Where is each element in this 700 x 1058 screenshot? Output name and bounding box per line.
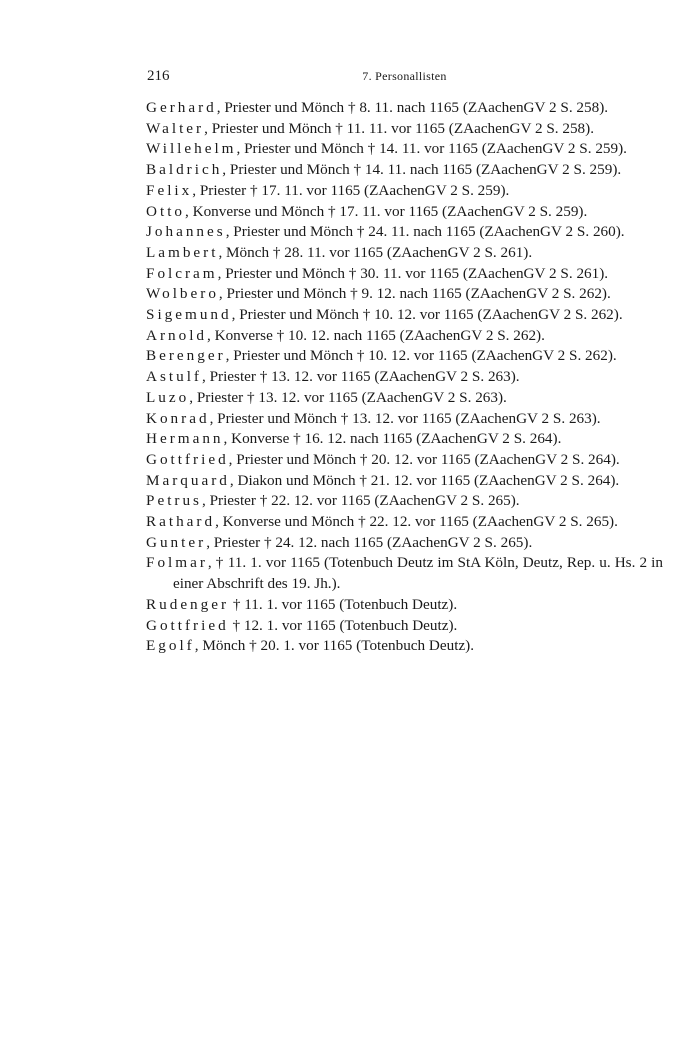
entry-name: Sigemund [146, 306, 232, 324]
list-item [146, 284, 663, 305]
list-item [146, 450, 663, 471]
list-item [146, 346, 663, 367]
entry-name: Marquard [146, 471, 230, 489]
entry-text: , Priester † 24. 12. nach 1165 (ZAachenGV 2 S. 265). [206, 533, 533, 551]
entry-text: , Konverse und Mönch † 17. 11. vor 1165 (ZAachenGV 2 S. 259). [185, 202, 588, 220]
entry-text: , Priester und Mönch † 9. 12. nach 1165 (ZAachenGV 2 S. 262). [218, 285, 611, 303]
list-item [146, 553, 663, 594]
entry-name: Felix [146, 181, 193, 199]
list-item [146, 98, 663, 119]
list-item [146, 160, 663, 181]
list-item [146, 367, 663, 388]
entry-text: , Priester und Mönch † 14. 11. nach 1165 (ZAachenGV 2 S. 259). [222, 161, 622, 179]
list-item [146, 471, 663, 492]
entry-text: , Priester und Mönch † 11. 11. vor 1165 (ZAachenGV 2 S. 258). [204, 119, 595, 137]
entry-text: , Priester und Mönch † 30. 11. vor 1165 (ZAachenGV 2 S. 261). [217, 264, 609, 282]
list-item [146, 243, 663, 264]
entry-text: , Mönch † 28. 11. vor 1165 (ZAachenGV 2 S. 261). [218, 243, 533, 261]
entry-name: Luzo [146, 388, 190, 406]
entry-name: Gerhard [146, 99, 217, 116]
entry-text: , Priester † 17. 11. vor 1165 (ZAachenGV 2 S. 259). [192, 181, 510, 199]
entry-text: , Priester † 13. 12. vor 1165 (ZAachenGV 2 S. 263). [189, 388, 507, 406]
entry-text: , Diakon und Mönch † 21. 12. vor 1165 (ZAachenGV 2 S. 264). [229, 471, 620, 489]
entry-text: , Priester und Mönch † 24. 11. nach 1165 (ZAachenGV 2 S. 260). [225, 223, 625, 241]
list-item [146, 305, 663, 326]
list-item [146, 595, 663, 616]
entry-name: Petrus [146, 492, 202, 510]
entry-text: , Priester † 22. 12. vor 1165 (ZAachenGV 2 S. 265). [201, 492, 520, 510]
list-item [146, 264, 663, 285]
list-item [146, 409, 663, 430]
list-item [146, 119, 663, 140]
list-item [146, 139, 663, 160]
entry-name: Lambert [146, 243, 219, 261]
entry-name: Walter [146, 119, 205, 137]
entry-name: Johannes [146, 223, 226, 241]
entry-text: , Priester und Mönch † 20. 12. vor 1165 (ZAachenGV 2 S. 264). [228, 450, 620, 468]
entry-text: , Priester und Mönch † 8. 11. nach 1165 (ZAachenGV 2 S. 258). [216, 99, 609, 116]
entry-name: Otto [146, 202, 186, 220]
entry-text: , Konverse † 10. 12. nach 1165 (ZAachenGV 2 S. 262). [207, 326, 545, 344]
entry-name: Baldrich [146, 161, 223, 179]
entry-name: Gottfried [146, 450, 229, 468]
entry-name: Wolbero [146, 285, 219, 303]
entry-name: Willehelm [146, 140, 237, 158]
page-number: 216 [147, 68, 170, 84]
entry-text: , Priester † 13. 12. vor 1165 (ZAachenGV 2 S. 263). [201, 368, 520, 386]
entry-text: , Priester und Mönch † 14. 11. vor 1165 (ZAachenGV 2 S. 259). [236, 140, 627, 158]
entry-text: † 11. 1. vor 1165 (Totenbuch Deutz). [229, 595, 458, 613]
entry-text: , Priester und Mönch † 10. 12. vor 1165 (ZAachenGV 2 S. 262). [225, 347, 617, 365]
entry-text: , Konverse † 16. 12. nach 1165 (ZAachenGV 2 S. 264). [223, 430, 562, 448]
list-item [146, 512, 663, 533]
entry-name: Hermann [146, 430, 224, 448]
entry-name: Egolf [146, 637, 195, 655]
list-item [146, 491, 663, 512]
entry-text: , Priester und Mönch † 13. 12. vor 1165 (ZAachenGV 2 S. 263). [209, 409, 601, 427]
running-title: 7. Personallisten [362, 69, 447, 83]
list-item [146, 616, 663, 637]
list-item [146, 222, 663, 243]
page-header [147, 66, 662, 86]
entry-name: Konrad [146, 409, 210, 427]
entry-name: Berenger [146, 347, 226, 365]
entry-list [146, 98, 663, 657]
entry-name: Gottfried [146, 616, 229, 634]
list-item [146, 181, 663, 202]
list-item [146, 388, 663, 409]
entry-name: Gunter [146, 533, 207, 551]
entry-name: Folcram [146, 264, 218, 282]
entry-text: † 12. 1. vor 1165 (Totenbuch Deutz). [228, 616, 458, 634]
entry-name: Rathard [146, 513, 216, 531]
entry-name: Arnold [146, 326, 208, 344]
list-item [146, 326, 663, 347]
entry-text: , Priester und Mönch † 10. 12. vor 1165 (ZAachenGV 2 S. 262). [231, 306, 623, 324]
entry-text: , Mönch † 20. 1. vor 1165 (Totenbuch Deutz). [194, 637, 475, 655]
entry-text: , † 11. 1. vor 1165 (Totenbuch Deutz im StA Köln, Deutz, Rep. u. Hs. 2 in einer Abschrift des 19. Jh.). [173, 554, 663, 593]
entry-name: Astulf [146, 368, 202, 386]
list-item [146, 636, 663, 657]
entry-text: , Konverse und Mönch † 22. 12. vor 1165 (ZAachenGV 2 S. 265). [215, 513, 618, 531]
entry-name: Rudenger [146, 595, 230, 613]
list-item [146, 429, 663, 450]
list-item [146, 202, 663, 223]
entry-name: Folmar [146, 554, 208, 572]
list-item [146, 533, 663, 554]
